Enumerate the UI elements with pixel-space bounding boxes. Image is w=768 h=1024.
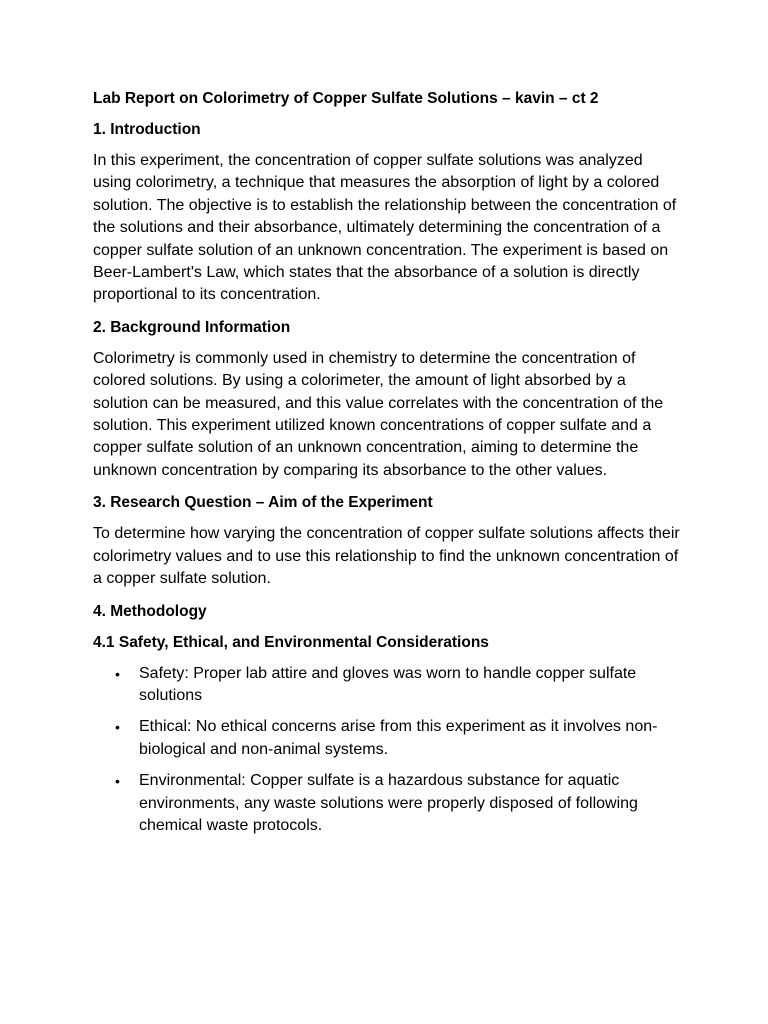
section-text-introduction: In this experiment, the concentration of copper sulfate solutions was analyzed using colorimetry, a technique that measures the absorption of light by a colored solution. The objective is to establish the relationship between the concentration of the solutions and their absorbance, ultimately determining the concentration of a copper sulfate solution of an unknown concentration. The experiment is based on Beer-Lambert's Law, which states that the absorbance of a solution is directly proportional to its concentration. bbox=[93, 152, 677, 304]
section-text-research-question: To determine how varying the concentration of copper sulfate solutions affects their colorimetry values and to use this relationship to find the unknown concentration of a copper sulfate solution. bbox=[93, 525, 680, 588]
document-page bbox=[93, 88, 683, 846]
document-title: Lab Report on Colorimetry of Copper Sulfate Solutions – kavin – ct 2 bbox=[93, 90, 599, 107]
section-heading-introduction: 1. Introduction bbox=[93, 121, 201, 138]
section-heading-research-question: 3. Research Question – Aim of the Experiment bbox=[93, 494, 433, 512]
bullet-icon: • bbox=[115, 773, 120, 790]
list-item-text: Environmental: Copper sulfate is a hazardous substance for aquatic environments, any waste solutions were properly disposed of following chemical waste protocols. bbox=[139, 772, 638, 834]
list-item-safety bbox=[93, 663, 683, 708]
bullet-icon: • bbox=[115, 665, 120, 682]
section-text-background: Colorimetry is commonly used in chemistry to determine the concentration of colored solutions. By using a colorimeter, the amount of light absorbed by a solution can be measured, and this value correlates with the concentration of the solution. This experiment utilized known concentrations of copper sulfate and a copper sulfate solution of an unknown concentration, aiming to determine the unknown concentration by comparing its absorbance to the other values. bbox=[93, 349, 664, 479]
section-heading-methodology: 4. Methodology bbox=[93, 602, 207, 620]
list-item-environmental bbox=[93, 770, 683, 837]
list-item-ethical bbox=[93, 716, 683, 761]
section-heading-background: 2. Background Information bbox=[93, 318, 291, 336]
list-item-text: Safety: Proper lab attire and gloves was worn to handle copper sulfate solutions bbox=[139, 664, 637, 704]
list-item-text: Ethical: No ethical concerns arise from this experiment as it involves non-biological and non-animal systems. bbox=[139, 718, 658, 758]
bullet-icon: • bbox=[115, 719, 120, 736]
considerations-list bbox=[93, 663, 683, 838]
section-heading-considerations: 4.1 Safety, Ethical, and Environmental Considerations bbox=[93, 633, 489, 651]
